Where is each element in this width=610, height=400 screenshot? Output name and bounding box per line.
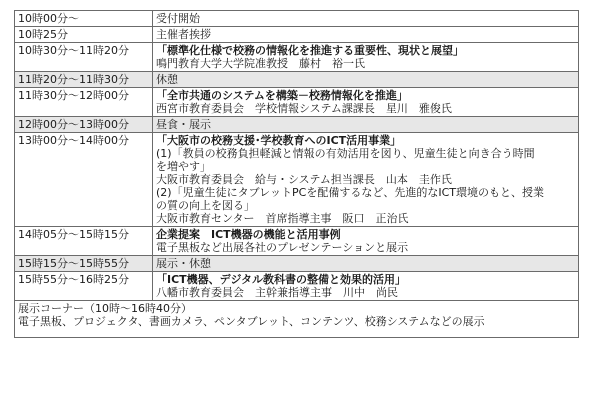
desc-cell: 昼食・展示	[153, 117, 579, 133]
time-cell: 15時15分～15時55分	[15, 256, 153, 272]
session-title: 「ICT機器、デジタル教科書の整備と効果的活用」	[156, 273, 407, 286]
table-row	[15, 27, 579, 43]
time-cell: 12時00分～13時00分	[15, 117, 153, 133]
session-line: を増やす」	[156, 160, 211, 173]
time-cell: 10時25分	[15, 27, 153, 43]
desc-cell	[153, 43, 579, 72]
session-speaker: 鳴門教育大学大学院准教授 藤村 裕一氏	[156, 57, 365, 70]
session-line: 大阪市教育センター 首席指導主事 阪口 正治氏	[156, 212, 409, 225]
desc-cell: 主催者挨拶	[153, 27, 579, 43]
time-cell: 11時30分～12時00分	[15, 88, 153, 117]
session-speaker: 八幡市教育委員会 主幹兼指導主事 川中 尚民	[156, 286, 398, 299]
time-cell: 15時55分～16時25分	[15, 272, 153, 301]
session-line: 大阪市教育委員会 給与・システム担当課長 山本 圭作氏	[156, 173, 452, 186]
table-row	[15, 227, 579, 256]
table-row	[15, 256, 579, 272]
session-line: の質の向上を図る」	[156, 199, 255, 212]
desc-cell	[153, 227, 579, 256]
desc-cell: 受付開始	[153, 11, 579, 27]
table-row	[15, 88, 579, 117]
time-cell: 14時05分～15時15分	[15, 227, 153, 256]
desc-cell: 休憩	[153, 72, 579, 88]
exhibit-heading: 展示コーナー（10時～16時40分）	[18, 302, 192, 315]
table-row	[15, 43, 579, 72]
table-row	[15, 11, 579, 27]
desc-cell: 展示・休憩	[153, 256, 579, 272]
table-row	[15, 133, 579, 227]
table-row	[15, 272, 579, 301]
session-title: 「大阪市の校務支援･学校教育へのICT活用事業」	[156, 134, 402, 147]
session-speaker: 西宮市教育委員会 学校情報システム課課長 星川 雅俊氏	[156, 102, 452, 115]
time-cell: 13時00分～14時00分	[15, 133, 153, 227]
time-cell: 10時30分～11時20分	[15, 43, 153, 72]
time-cell: 10時00分～	[15, 11, 153, 27]
exhibit-cell	[15, 301, 579, 338]
time-cell: 11時20分～11時30分	[15, 72, 153, 88]
session-title: 「全市共通のシステムを構築－校務情報化を推進」	[156, 89, 408, 102]
session-line: (1)「教員の校務負担軽減と情報の有効活用を図り、児童生徒と向き合う時間	[156, 147, 535, 160]
session-speaker: 電子黒板など出展各社のプレゼンテーションと展示	[156, 241, 409, 254]
table-row	[15, 72, 579, 88]
desc-cell	[153, 88, 579, 117]
schedule-frame	[14, 10, 592, 388]
desc-cell	[153, 133, 579, 227]
exhibit-items: 電子黒板、プロジェクタ、書画カメラ、ペンタブレット、コンテンツ、校務システムなどの展示	[18, 315, 485, 328]
schedule-table	[14, 10, 579, 338]
table-row	[15, 301, 579, 338]
session-title: 「標準化仕様で校務の情報化を推進する重要性、現状と展望」	[156, 44, 464, 57]
session-line: (2)「児童生徒にタブレットPCを配備するなど、先進的なICT環境のもと、授業	[156, 186, 544, 199]
session-title: 企業提案 ICT機器の機能と活用事例	[156, 228, 341, 241]
desc-cell	[153, 272, 579, 301]
table-row	[15, 117, 579, 133]
